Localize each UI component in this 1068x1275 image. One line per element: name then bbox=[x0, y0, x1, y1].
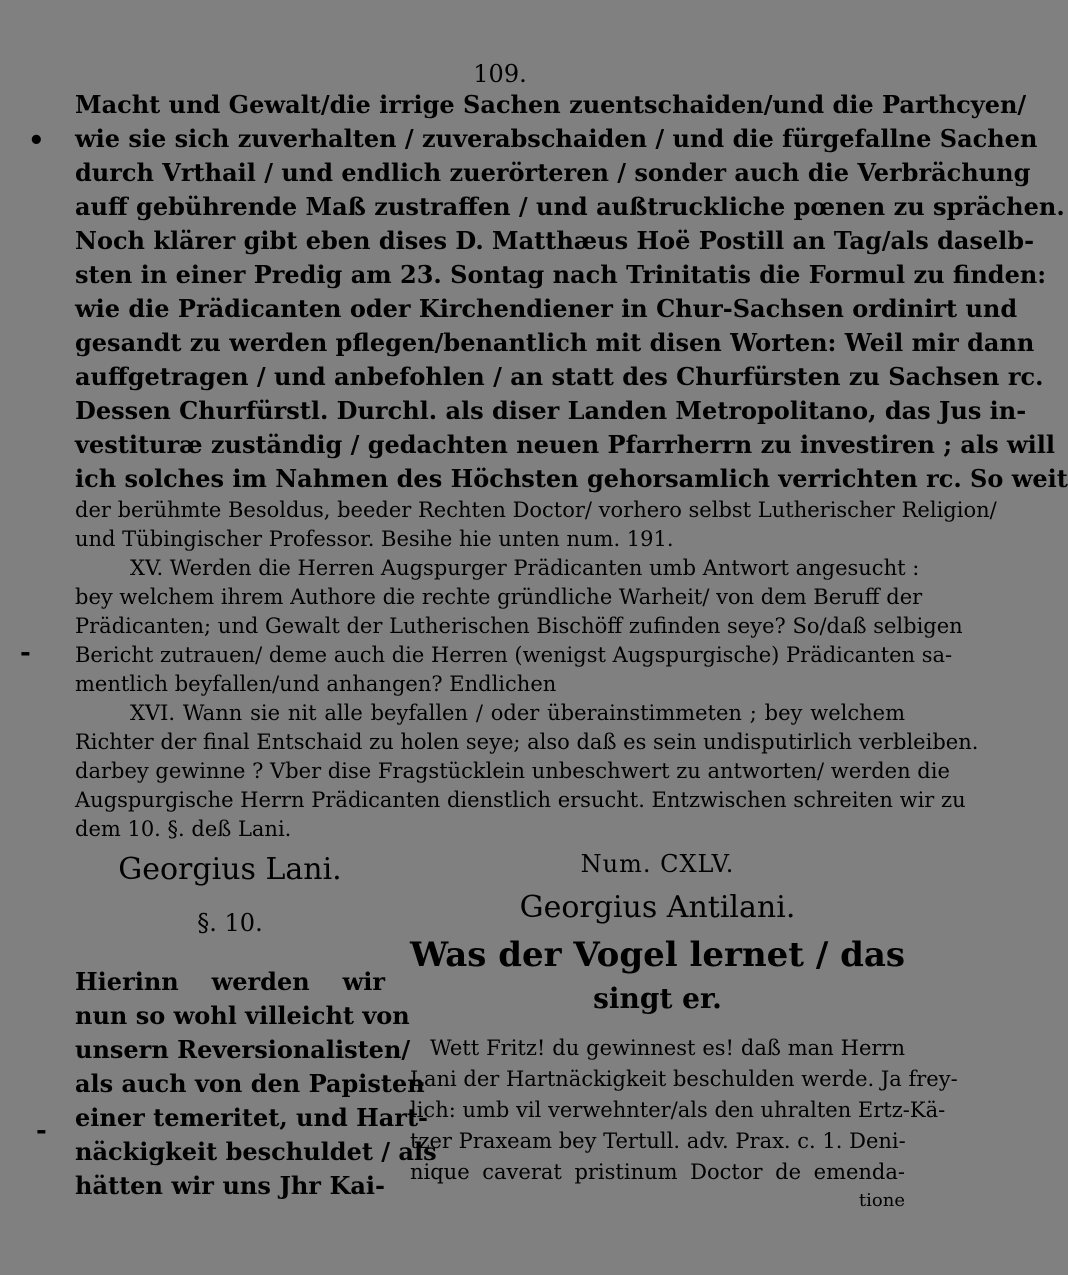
margin-mark: • bbox=[28, 126, 45, 156]
number-heading: Num. CXLV. bbox=[580, 850, 735, 878]
right-name-heading: Georgius Antilani. bbox=[519, 890, 796, 925]
right-column-line: nique caverat pristinum Doctor de emenda- bbox=[410, 1160, 905, 1184]
left-column-line: Hierinn werden wir bbox=[75, 967, 385, 996]
right-column-line: Lani der Hartnäckigkeit beschulden werde. Ja frey- bbox=[410, 1067, 958, 1091]
section-16-line: dem 10. §. deß Lani. bbox=[75, 817, 292, 841]
motto-line: singt er. bbox=[593, 982, 722, 1015]
section-16-line: Richter der final Entschaid zu holen seye; also daß es sein undisputirlich verbleiben. bbox=[75, 730, 979, 754]
margin-mark: - bbox=[36, 1116, 47, 1146]
section-15-line: Prädicanten; und Gewalt der Lutherischen Bischöff zufinden seye? So/daß selbigen bbox=[75, 614, 963, 638]
text-line: der berühmte Besoldus, beeder Rechten Doctor/ vorhero selbst Lutherischer Religion/ bbox=[75, 498, 997, 522]
left-column-line: als auch von den Papisten bbox=[75, 1069, 425, 1098]
text-line: wie die Prädicanten oder Kirchendiener in Chur-Sachsen ordinirt und bbox=[75, 294, 1018, 323]
right-column bbox=[410, 845, 958, 1214]
text-line: wie sie sich zuverhalten / zuverabschaiden / und die fürgefallne Sachen bbox=[75, 124, 1038, 153]
main-text-block bbox=[75, 88, 1068, 844]
left-column-line: hätten wir uns Jhr Kai- bbox=[75, 1171, 385, 1200]
text-line: Noch klärer gibt eben dises D. Matthæus Hoë Postill an Tag/als daselb- bbox=[75, 226, 1035, 255]
motto-line: Was der Vogel lernet / das bbox=[410, 935, 906, 975]
text-line: ich solches im Nahmen des Höchsten gehorsamlich verrichten rc. So weit bbox=[75, 464, 1068, 493]
left-name-heading: Georgius Lani. bbox=[118, 852, 342, 887]
left-column-line: nun so wohl villeicht von bbox=[75, 1001, 410, 1030]
section-15-line: Bericht zutrauen/ deme auch die Herren (wenigst Augspurgische) Prädicanten sa- bbox=[75, 643, 953, 667]
text-line: durch Vrthail / und endlich zuerörteren / sonder auch die Verbrächung bbox=[75, 158, 1031, 187]
left-column-line: einer temeritet, und Hart- bbox=[75, 1103, 428, 1132]
section-16-line: darbey gewinne ? Vber dise Fragstücklein unbeschwert zu antworten/ werden die bbox=[75, 759, 950, 783]
section-15-line: bey welchem ihrem Authore die rechte gründliche Warheit/ von dem Beruff der bbox=[75, 585, 923, 609]
right-column-line: Wett Fritz! du gewinnest es! daß man Herrn bbox=[430, 1036, 905, 1060]
text-line: Dessen Churfürstl. Durchl. als diser Landen Metropolitano, das Jus in- bbox=[75, 396, 1027, 425]
section-15-line: mentlich beyfallen/und anhangen? Endlichen bbox=[75, 672, 557, 696]
right-column-line: tione bbox=[858, 1190, 905, 1211]
text-line: und Tübingischer Professor. Besihe hie unten num. 191. bbox=[75, 527, 674, 551]
right-column-line: tzer Praxeam bey Tertull. adv. Prax. c. 1. Deni- bbox=[410, 1129, 906, 1153]
section-15-line: XV. Werden die Herren Augspurger Prädicanten umb Antwort angesucht : bbox=[130, 556, 920, 580]
left-column-line: unsern Reversionalisten/ bbox=[75, 1035, 411, 1064]
text-line: Macht und Gewalt/die irrige Sachen zuentschaiden/und die Parthcyen/ bbox=[75, 90, 1027, 119]
right-column-line: lich: umb vil verwehnter/als den uhralten Ertz-Kä- bbox=[410, 1098, 946, 1122]
section-16-line: Augspurgische Herrn Prädicanten dienstlich ersucht. Entzwischen schreiten wir zu bbox=[75, 788, 966, 812]
left-column bbox=[75, 845, 437, 1203]
text-line: auffgetragen / und anbefohlen / an statt des Churfürsten zu Sachsen rc. bbox=[75, 362, 1044, 391]
text-line: vestituræ zuständig / gedachten neuen Pfarrherrn zu investiren ; als will bbox=[75, 430, 1055, 459]
margin-mark: - bbox=[20, 638, 31, 668]
section-heading: §. 10. bbox=[197, 909, 263, 937]
left-column-line: näckigkeit beschuldet / als bbox=[75, 1137, 437, 1166]
page-number: 109. bbox=[473, 60, 527, 88]
text-line: sten in einer Predig am 23. Sontag nach Trinitatis die Formul zu finden: bbox=[75, 260, 1047, 289]
section-16-line: XVI. Wann sie nit alle beyfallen / oder überainstimmeten ; bey welchem bbox=[130, 701, 905, 725]
text-line: gesandt zu werden pflegen/benantlich mit disen Worten: Weil mir dann bbox=[75, 328, 1035, 357]
text-line: auff gebührende Maß zustraffen / und außtruckliche pœnen zu sprächen. bbox=[75, 192, 1065, 221]
